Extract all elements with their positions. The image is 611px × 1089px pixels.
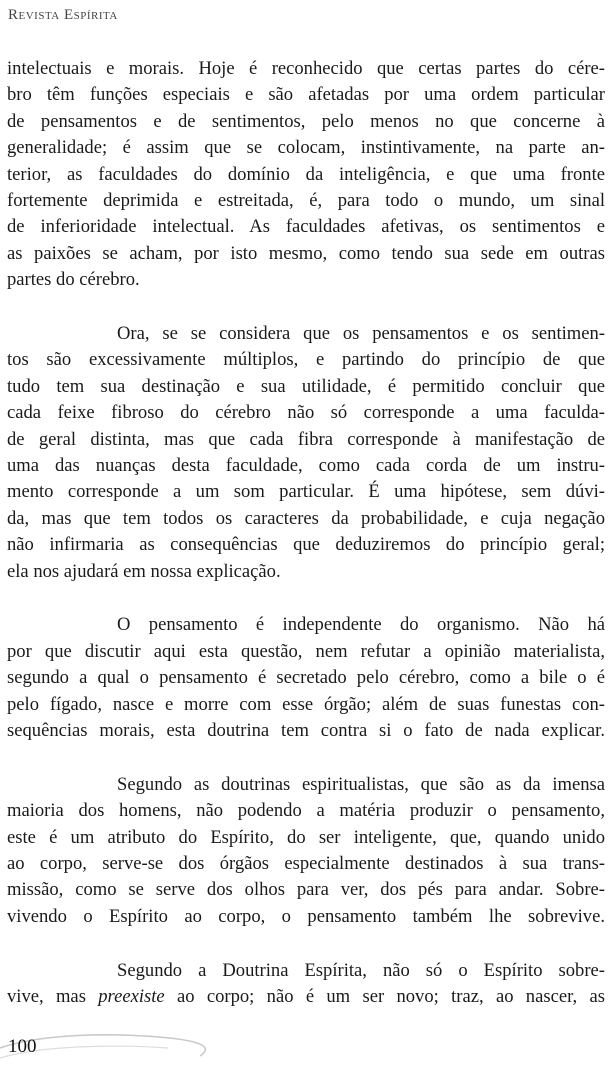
paragraph-3 (7, 612, 605, 744)
running-header: Revista Espírita (8, 7, 118, 23)
text-line: sequências morais, esta doutrina tem contra si o fato de nada explicar. (7, 719, 605, 741)
text-line: fortemente deprimida e estreitada, é, para todo o mundo, um sinal (7, 189, 605, 211)
text-line: ela nos ajudará em nossa explicação. (7, 560, 281, 582)
text-line: vivendo o Espírito ao corpo, o pensamento também lhe sobrevive. (7, 905, 605, 927)
text-line: tos são excessivamente múltiplos, e partindo do princípio de que (7, 349, 605, 371)
paragraph-4 (7, 772, 605, 930)
text-line: de pensamentos e de sentimentos, pelo menos no que concerne à (7, 110, 605, 132)
text-line: Segundo as doutrinas espiritualistas, que são as da imensa (117, 773, 605, 795)
text-line: bro têm funções especiais e são afetadas por uma ordem particular (7, 84, 605, 106)
text-run: vive, mas (7, 986, 99, 1008)
text-line: da, mas que tem todos os caracteres da probabilidade, e cuja negação (7, 507, 605, 529)
text-line: maioria dos homens, não podendo a matéria produzir o pensamento, (7, 800, 605, 822)
body-text (7, 56, 605, 1011)
page-number: 100 (8, 1036, 37, 1057)
paragraph-2 (7, 321, 605, 585)
paragraph-1 (7, 56, 605, 294)
paragraph-5 (7, 958, 605, 1011)
text-line: de inferioridade intelectual. As faculdades afetivas, os sentimentos e (7, 216, 605, 238)
text-line: este é um atributo do Espírito, do ser inteligente, que, quando unido (7, 826, 605, 848)
text-line: as paixões se acham, por isto mesmo, como tendo sua sede em outras (7, 242, 605, 264)
text-line: Segundo a Doutrina Espírita, não só o Espírito sobre- (117, 959, 605, 981)
text-run: ao corpo; não é um ser novo; traz, ao nascer, as (164, 986, 605, 1008)
text-line: generalidade; é assim que se colocam, instintivamente, na parte an- (7, 137, 605, 159)
text-line: uma das nuanças desta faculdade, como cada corda de um instru- (7, 454, 605, 476)
text-line: partes do cérebro. (7, 269, 140, 291)
text-line: Ora, se se considera que os pensamentos e os sentimen- (117, 323, 605, 345)
text-line: de geral distinta, mas que cada fibra corresponde à manifestação de (7, 428, 605, 450)
text-line: cada feixe fibroso do cérebro não só corresponde a uma faculda- (7, 402, 605, 424)
text-line: mento corresponde a um som particular. É uma hipótese, sem dúvi- (7, 481, 605, 503)
text-line: O pensamento é independente do organismo. Não há (117, 614, 605, 636)
text-line (7, 984, 605, 1010)
text-line: não infirmaria as consequências que deduziremos do princípio geral; (7, 534, 605, 556)
text-line: terior, as faculdades do domínio da inteligência, e que uma fronte (7, 163, 605, 185)
text-line: pelo fígado, nasce e morre com esse órgão; além de suas funestas con- (7, 693, 605, 715)
text-line: ao corpo, serve-se dos órgãos especialmente destinados à sua trans- (7, 853, 605, 875)
text-line: tudo tem sua destinação e sua utilidade, é permitido concluir que (7, 375, 605, 397)
emphasis-word: preexiste (98, 986, 165, 1008)
text-line: intelectuais e morais. Hoje é reconhecido que certas partes do cére- (7, 58, 605, 79)
text-line: segundo a qual o pensamento é secretado pelo cérebro, como a bile o é (7, 667, 605, 689)
text-line: por que discutir aqui esta questão, nem refutar a opinião materialista, (7, 640, 605, 662)
text-line: missão, como se serve dos olhos para ver, dos pés para andar. Sobre- (7, 879, 605, 901)
